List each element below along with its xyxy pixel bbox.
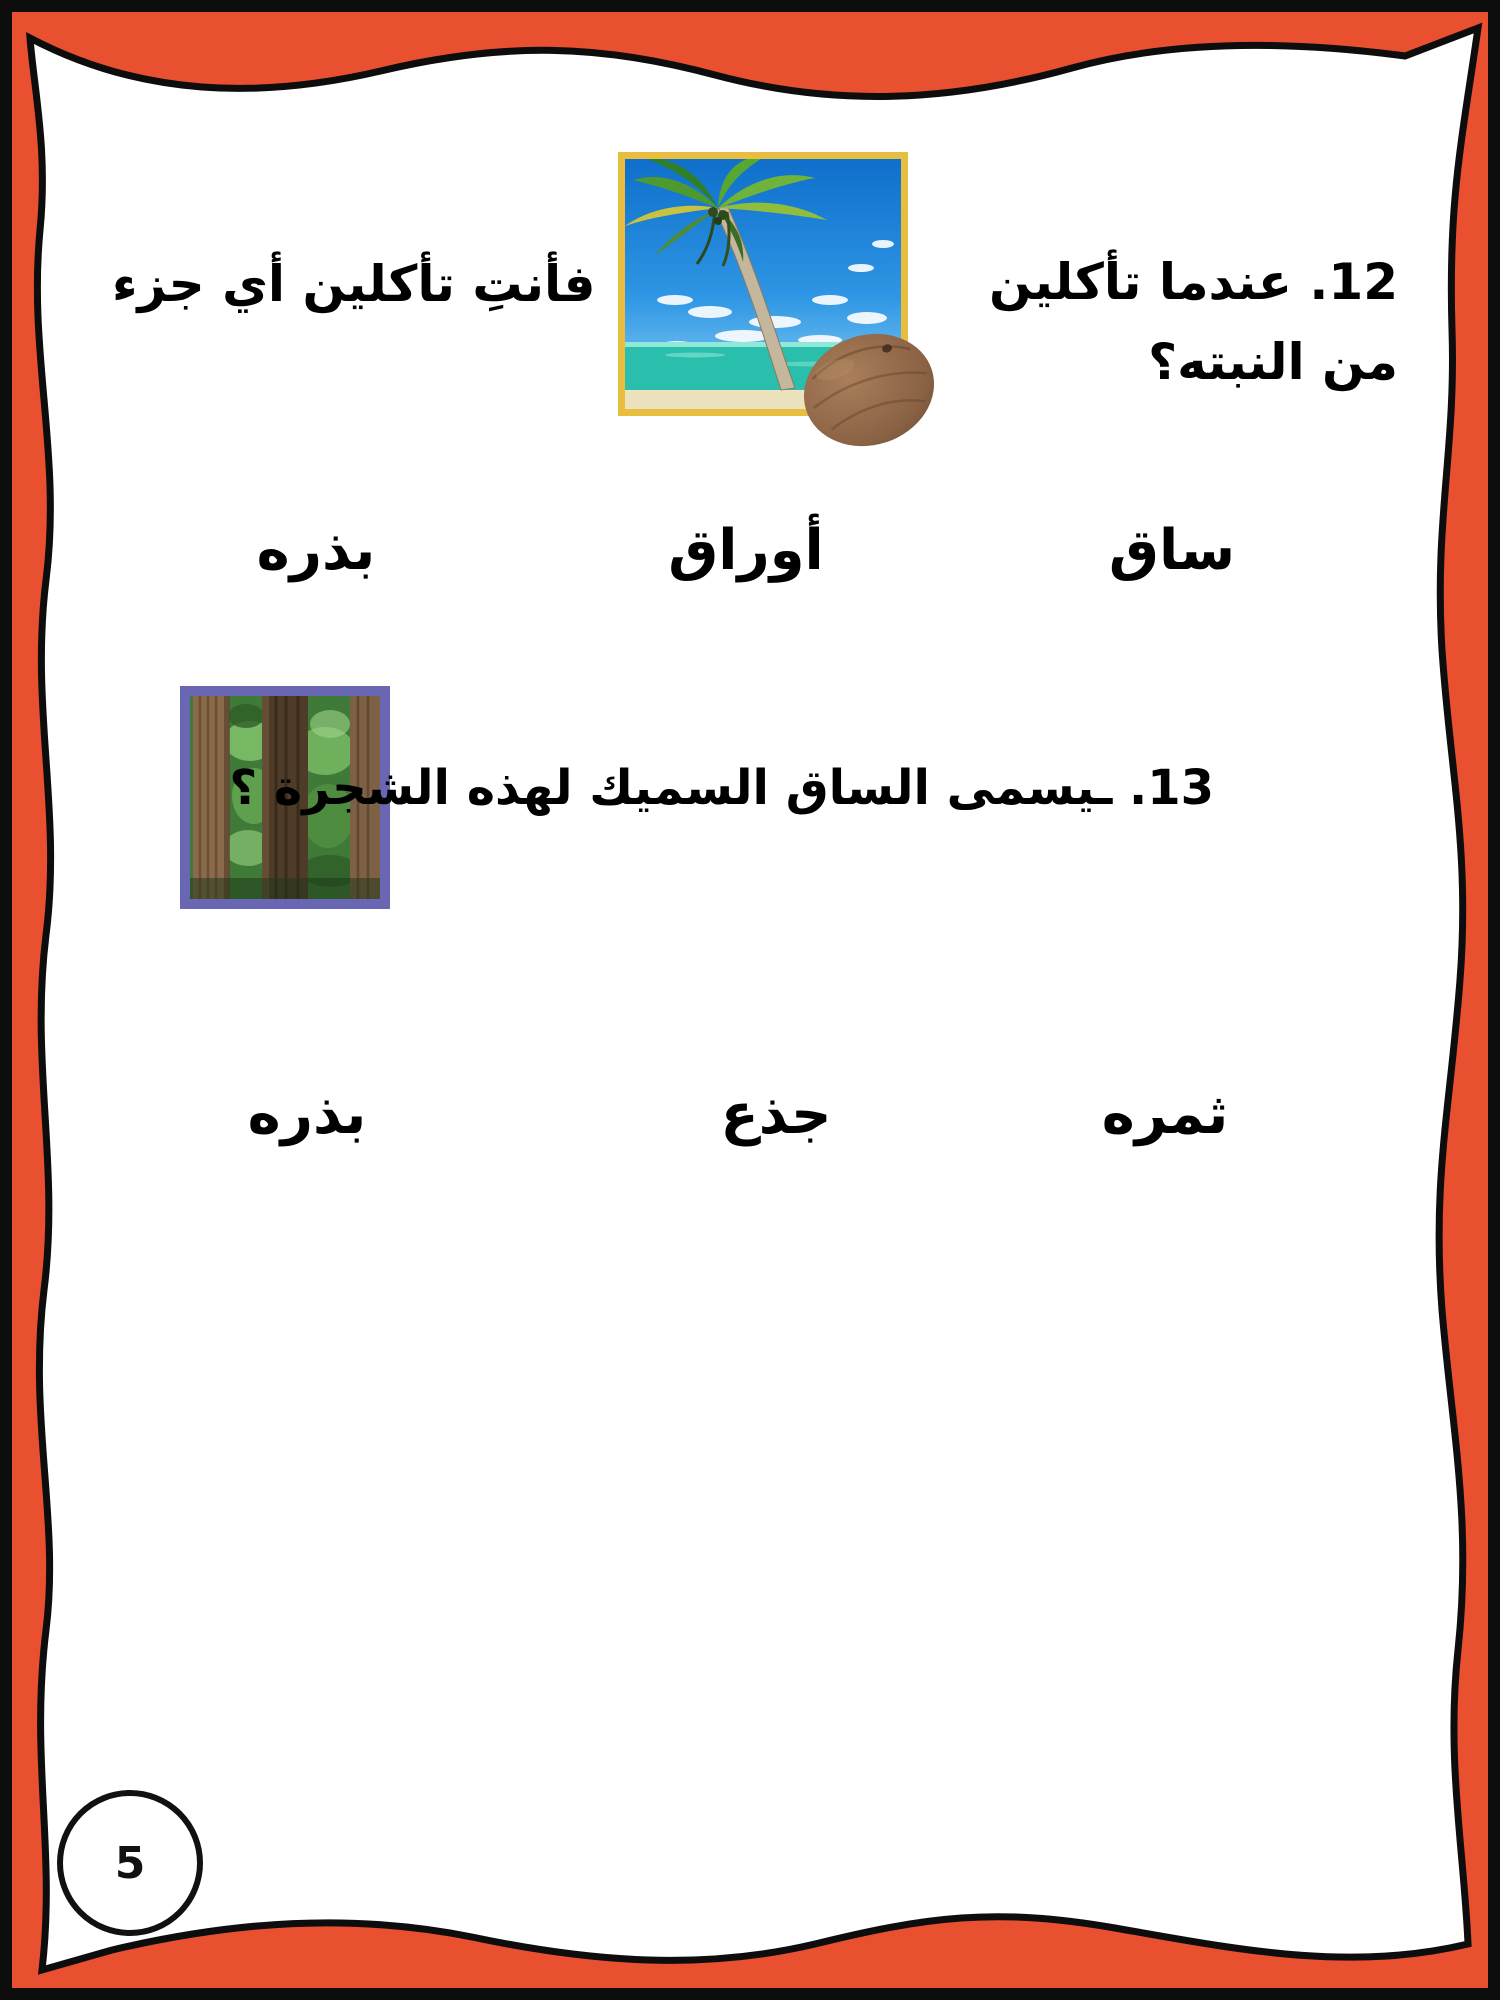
- question-12-continuation: فأنتِ تأكلين أي جزء: [112, 255, 596, 313]
- q13-option-fruit: ثمره: [1101, 1082, 1229, 1147]
- question-12-line1: 12. عندما تأكلين: [988, 253, 1398, 311]
- q13-option-trunk: جذع: [720, 1082, 832, 1147]
- q12-option-seed: بذره: [256, 518, 376, 583]
- q12-option-stem: ساق: [1108, 518, 1236, 583]
- question-12-line2: من النبته؟: [1148, 333, 1398, 391]
- page-number: 5: [114, 1837, 146, 1889]
- question-12-text: [989, 242, 1398, 402]
- coconut-palm-beach-photo: [615, 150, 950, 459]
- question-13-text: 13. ـيسمى الساق السميك لهذه الشجرة ؟: [229, 760, 1214, 816]
- q13-option-seed: بذره: [247, 1082, 367, 1147]
- q12-option-leaves: أوراق: [668, 518, 824, 583]
- page-number-badge: [57, 1790, 203, 1936]
